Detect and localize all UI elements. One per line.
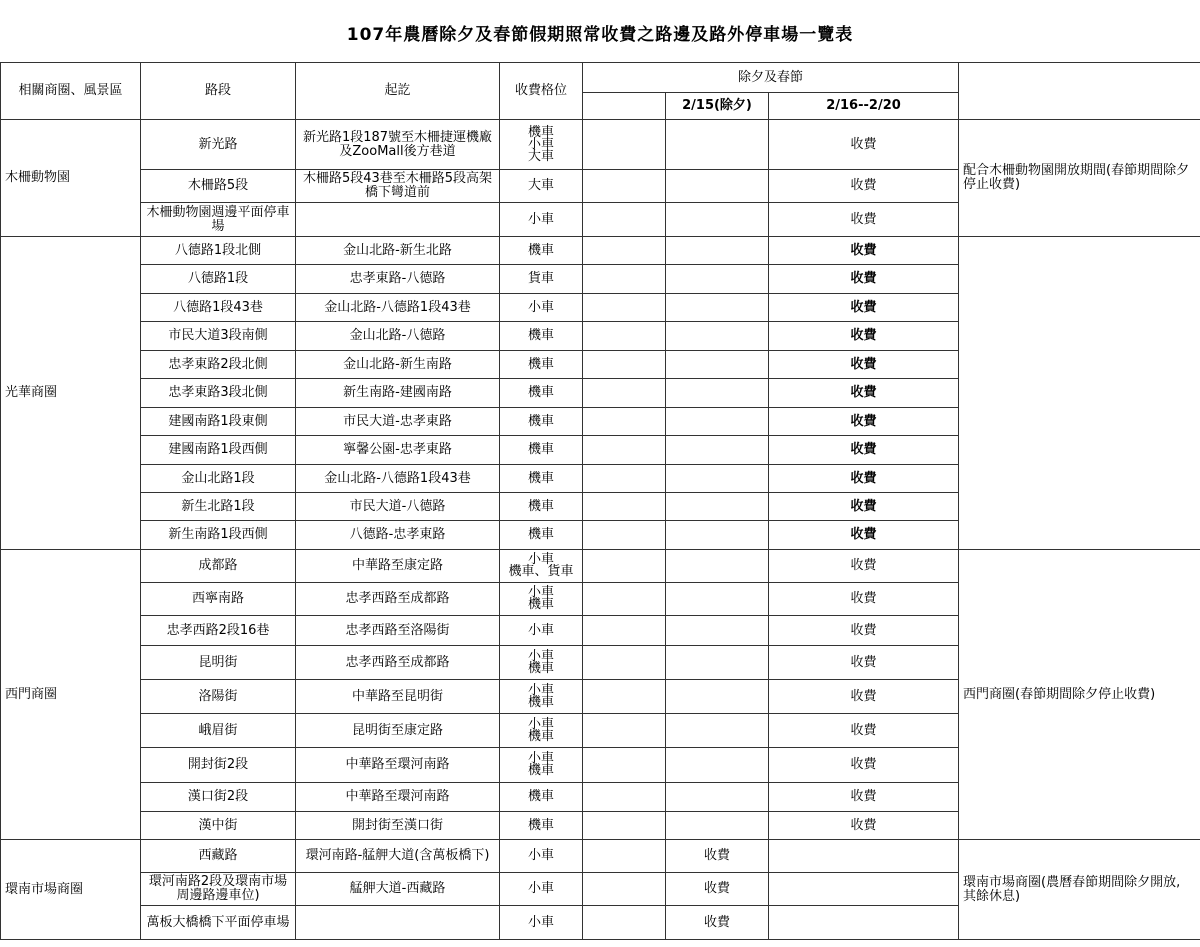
type-cell: 小車 (500, 294, 583, 322)
fee-216-cell: 收費 (769, 680, 959, 714)
fee-216-cell (769, 873, 959, 906)
fee-216-cell: 收費 (769, 748, 959, 783)
type-cell: 機車 (500, 379, 583, 408)
blank-cell (583, 436, 666, 465)
type-cell: 小車 機車 (500, 583, 583, 616)
fee-215-cell (666, 237, 769, 265)
fee-216-cell: 收費 (769, 170, 959, 203)
type-cell: 小車 (500, 203, 583, 237)
type-cell: 機車 (500, 521, 583, 550)
type-cell: 小車 機車 (500, 646, 583, 680)
type-cell: 小車 (500, 906, 583, 940)
range-cell (296, 203, 500, 237)
type-cell: 小車 機車 (500, 748, 583, 783)
blank-cell (583, 616, 666, 646)
range-cell: 開封街至漢口街 (296, 812, 500, 840)
type-cell: 大車 (500, 170, 583, 203)
blank-cell (583, 408, 666, 436)
fee-215-cell (666, 120, 769, 170)
type-cell: 小車 (500, 616, 583, 646)
blank-cell (583, 294, 666, 322)
road-cell: 木柵路5段 (141, 170, 296, 203)
road-cell: 西藏路 (141, 840, 296, 873)
header-blank (583, 93, 666, 120)
header-range: 起訖 (296, 63, 500, 120)
blank-cell (583, 265, 666, 294)
fee-215-cell (666, 203, 769, 237)
blank-cell (583, 203, 666, 237)
fee-216-cell: 收費 (769, 237, 959, 265)
range-cell: 中華路至昆明街 (296, 680, 500, 714)
range-cell (296, 906, 500, 940)
blank-cell (583, 550, 666, 583)
fee-216-cell (769, 840, 959, 873)
type-cell: 小車 (500, 873, 583, 906)
header-note (959, 63, 1200, 120)
fee-215-cell: 收費 (666, 873, 769, 906)
fee-215-cell (666, 714, 769, 748)
fee-215-cell (666, 465, 769, 493)
type-cell: 小車 機車 (500, 680, 583, 714)
type-cell: 貨車 (500, 265, 583, 294)
type-cell: 機車 (500, 436, 583, 465)
fee-216-cell: 收費 (769, 120, 959, 170)
blank-cell (583, 748, 666, 783)
table-row (1, 550, 1200, 583)
fee-216-cell: 收費 (769, 322, 959, 351)
blank-cell (583, 237, 666, 265)
range-cell: 中華路至環河南路 (296, 783, 500, 812)
range-cell: 忠孝東路-八德路 (296, 265, 500, 294)
fee-215-cell (666, 748, 769, 783)
road-cell: 漢口街2段 (141, 783, 296, 812)
blank-cell (583, 840, 666, 873)
fee-215-cell (666, 550, 769, 583)
header-215: 2/15(除夕) (666, 93, 769, 120)
blank-cell (583, 583, 666, 616)
road-cell: 忠孝東路3段北側 (141, 379, 296, 408)
fee-215-cell (666, 294, 769, 322)
fee-216-cell: 收費 (769, 379, 959, 408)
area-cell: 西門商圈 (1, 550, 141, 840)
blank-cell (583, 170, 666, 203)
type-cell: 機車 小車 大車 (500, 120, 583, 170)
fee-216-cell (769, 906, 959, 940)
range-cell: 忠孝西路至成都路 (296, 583, 500, 616)
range-cell: 中華路至康定路 (296, 550, 500, 583)
type-cell: 小車 機車、貨車 (500, 550, 583, 583)
fee-216-cell: 收費 (769, 294, 959, 322)
fee-216-cell: 收費 (769, 351, 959, 379)
fee-216-cell: 收費 (769, 583, 959, 616)
header-area: 相關商圈、風景區 (1, 63, 141, 120)
road-cell: 建國南路1段東側 (141, 408, 296, 436)
type-cell: 機車 (500, 493, 583, 521)
blank-cell (583, 783, 666, 812)
range-cell: 市民大道-忠孝東路 (296, 408, 500, 436)
road-cell: 八德路1段43巷 (141, 294, 296, 322)
table-row (1, 237, 1200, 265)
blank-cell (583, 646, 666, 680)
fee-215-cell (666, 408, 769, 436)
header-road: 路段 (141, 63, 296, 120)
road-cell: 洛陽街 (141, 680, 296, 714)
road-cell: 開封街2段 (141, 748, 296, 783)
road-cell: 八德路1段北側 (141, 237, 296, 265)
range-cell: 忠孝西路至成都路 (296, 646, 500, 680)
range-cell: 中華路至環河南路 (296, 748, 500, 783)
type-cell: 機車 (500, 783, 583, 812)
range-cell: 金山北路-八德路1段43巷 (296, 465, 500, 493)
fee-216-cell: 收費 (769, 714, 959, 748)
header-type: 收費格位 (500, 63, 583, 120)
range-cell: 金山北路-八德路 (296, 322, 500, 351)
range-cell: 八德路-忠孝東路 (296, 521, 500, 550)
blank-cell (583, 351, 666, 379)
road-cell: 木柵動物園週邊平面停車場 (141, 203, 296, 237)
fee-215-cell (666, 170, 769, 203)
fee-216-cell: 收費 (769, 436, 959, 465)
road-cell: 昆明街 (141, 646, 296, 680)
blank-cell (583, 120, 666, 170)
blank-cell (583, 714, 666, 748)
range-cell: 木柵路5段43巷至木柵路5段高架橋下彎道前 (296, 170, 500, 203)
fee-215-cell (666, 616, 769, 646)
fee-216-cell: 收費 (769, 203, 959, 237)
note-cell (959, 237, 1200, 550)
fee-216-cell: 收費 (769, 408, 959, 436)
blank-cell (583, 873, 666, 906)
area-cell: 環南市場商圈 (1, 840, 141, 940)
table-row (1, 120, 1200, 170)
blank-cell (583, 379, 666, 408)
range-cell: 新光路1段187號至木柵捷運機廠及ZooMall後方巷道 (296, 120, 500, 170)
type-cell: 小車 (500, 840, 583, 873)
road-cell: 建國南路1段西側 (141, 436, 296, 465)
range-cell: 環河南路-艋舺大道(含萬板橋下) (296, 840, 500, 873)
type-cell: 機車 (500, 812, 583, 840)
fee-216-cell: 收費 (769, 465, 959, 493)
blank-cell (583, 521, 666, 550)
fee-216-cell: 收費 (769, 783, 959, 812)
range-cell: 昆明街至康定路 (296, 714, 500, 748)
fee-215-cell (666, 583, 769, 616)
road-cell: 成都路 (141, 550, 296, 583)
range-cell: 寧馨公園-忠孝東路 (296, 436, 500, 465)
type-cell: 機車 (500, 351, 583, 379)
fee-215-cell (666, 493, 769, 521)
fee-216-cell: 收費 (769, 265, 959, 294)
road-cell: 新生北路1段 (141, 493, 296, 521)
blank-cell (583, 812, 666, 840)
fee-215-cell (666, 436, 769, 465)
range-cell: 忠孝西路至洛陽街 (296, 616, 500, 646)
parking-table (0, 62, 1200, 940)
road-cell: 忠孝東路2段北側 (141, 351, 296, 379)
fee-215-cell: 收費 (666, 906, 769, 940)
fee-215-cell (666, 783, 769, 812)
blank-cell (583, 680, 666, 714)
blank-cell (583, 322, 666, 351)
blank-cell (583, 465, 666, 493)
range-cell: 金山北路-八德路1段43巷 (296, 294, 500, 322)
road-cell: 八德路1段 (141, 265, 296, 294)
type-cell: 機車 (500, 408, 583, 436)
header-216: 2/16--2/20 (769, 93, 959, 120)
fee-216-cell: 收費 (769, 812, 959, 840)
fee-215-cell (666, 379, 769, 408)
road-cell: 市民大道3段南側 (141, 322, 296, 351)
note-cell: 西門商圈(春節期間除夕停止收費) (959, 550, 1200, 840)
fee-215-cell: 收費 (666, 840, 769, 873)
type-cell: 機車 (500, 465, 583, 493)
type-cell: 機車 (500, 237, 583, 265)
blank-cell (583, 493, 666, 521)
range-cell: 金山北路-新生北路 (296, 237, 500, 265)
fee-215-cell (666, 351, 769, 379)
fee-215-cell (666, 680, 769, 714)
fee-216-cell: 收費 (769, 550, 959, 583)
fee-215-cell (666, 646, 769, 680)
fee-215-cell (666, 521, 769, 550)
fee-216-cell: 收費 (769, 646, 959, 680)
type-cell: 小車 機車 (500, 714, 583, 748)
fee-215-cell (666, 812, 769, 840)
road-cell: 新生南路1段西側 (141, 521, 296, 550)
note-cell: 配合木柵動物園開放期間(春節期間除夕停止收費) (959, 120, 1200, 237)
range-cell: 艋舺大道-西藏路 (296, 873, 500, 906)
road-cell: 環河南路2段及環南市場周邊路邊車位) (141, 873, 296, 906)
road-cell: 萬板大橋橋下平面停車場 (141, 906, 296, 940)
fee-215-cell (666, 322, 769, 351)
fee-215-cell (666, 265, 769, 294)
type-cell: 機車 (500, 322, 583, 351)
fee-216-cell: 收費 (769, 521, 959, 550)
area-cell: 木柵動物園 (1, 120, 141, 237)
range-cell: 金山北路-新生南路 (296, 351, 500, 379)
fee-216-cell: 收費 (769, 493, 959, 521)
area-cell: 光華商圈 (1, 237, 141, 550)
fee-216-cell: 收費 (769, 616, 959, 646)
road-cell: 忠孝西路2段16巷 (141, 616, 296, 646)
road-cell: 漢中街 (141, 812, 296, 840)
road-cell: 金山北路1段 (141, 465, 296, 493)
table-row (1, 840, 1200, 873)
range-cell: 新生南路-建國南路 (296, 379, 500, 408)
range-cell: 市民大道-八德路 (296, 493, 500, 521)
road-cell: 新光路 (141, 120, 296, 170)
road-cell: 西寧南路 (141, 583, 296, 616)
blank-cell (583, 906, 666, 940)
header-period: 除夕及春節 (583, 63, 959, 93)
page-title: 107年農曆除夕及春節假期照常收費之路邊及路外停車場一覽表 (346, 25, 854, 45)
road-cell: 峨眉街 (141, 714, 296, 748)
note-cell: 環南市場商圈(農曆春節期間除夕開放, 其餘休息) (959, 840, 1200, 940)
